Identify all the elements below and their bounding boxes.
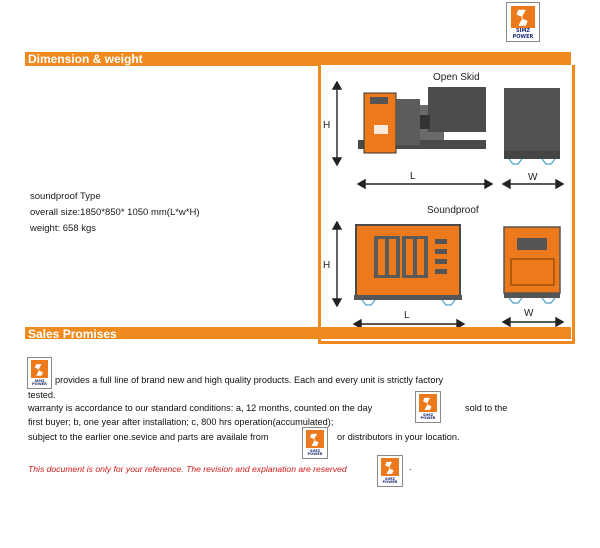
brand-logo-inline-3: SIMZ POWER — [302, 427, 328, 459]
spec-type: soundproof Type — [30, 191, 101, 202]
soundproof-end-view — [504, 227, 560, 303]
soundproof-side-view — [354, 225, 462, 305]
brand-logo — [506, 2, 540, 42]
open-skid-end-view — [504, 88, 560, 164]
soundproof-label: Soundproof — [427, 205, 479, 216]
length-label-top: L — [410, 171, 416, 182]
brand-logo-inline-4: SIMZ POWER — [377, 455, 403, 487]
promise-line-5a: subject to the earlier one.sevice and parts are availale from — [28, 432, 269, 442]
width-label-top: W — [528, 172, 538, 183]
promise-line-5b: or distributors in your location. — [337, 432, 460, 442]
width-label-bottom: W — [524, 308, 534, 319]
open-skid-label: Open Skid — [433, 72, 480, 83]
spec-weight: weight: 658 kgs — [30, 223, 97, 234]
promise-line-3a: warranty is accordance to our standard conditions: a, 12 months, counted on the day — [28, 403, 373, 413]
spec-overall-size: overall size:1850*850* 1050 mm(L*w*H) — [30, 207, 200, 218]
promise-line-4: first buyer; b, one year after installation; c, 800 hrs operation(accumulated); — [28, 417, 334, 427]
logo-text-bottom: POWER — [512, 33, 534, 40]
height-label-top: H — [323, 120, 331, 131]
dimension-section-title: Dimension & weight — [28, 52, 143, 66]
open-skid-side-view — [358, 87, 486, 153]
sales-section-title: Sales Promises — [28, 327, 117, 341]
logo-text-top: SIMZ — [515, 28, 531, 35]
length-label-bottom: L — [404, 310, 410, 321]
height-label-bottom: H — [323, 260, 331, 271]
promise-line-2: tested. — [28, 390, 56, 400]
brand-logo-inline-2: SIMZ POWER — [415, 391, 441, 423]
promise-line-3b: sold to the — [465, 403, 508, 413]
disclaimer-text: This document is only for your reference. The revision and explanation are reserved — [28, 464, 347, 474]
brand-logo-inline-1: SIMZ POWER — [27, 357, 52, 389]
generator-dimension-diagram — [318, 65, 569, 341]
disclaimer-period: . — [409, 462, 412, 472]
promise-line-1: provides a full line of brand new and high quality products. Each and every unit is strictly factory — [55, 375, 444, 385]
